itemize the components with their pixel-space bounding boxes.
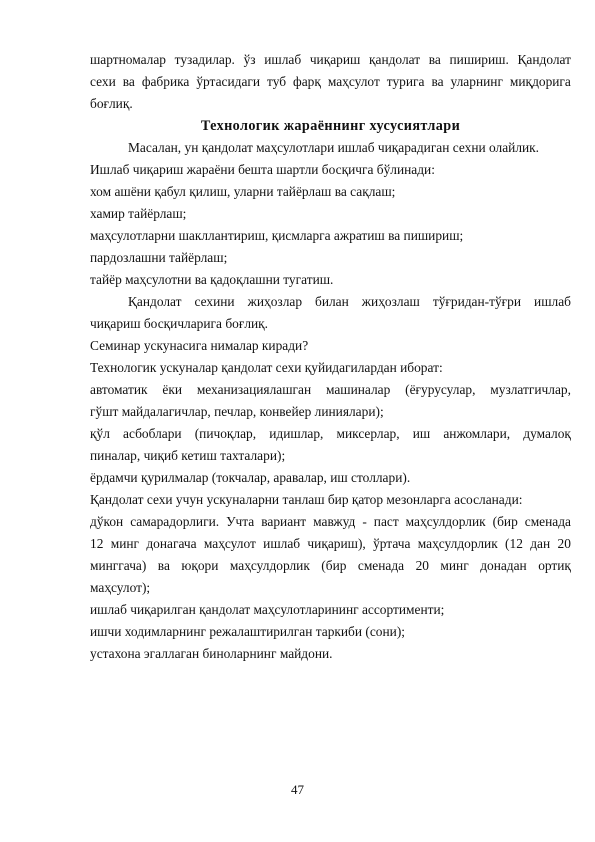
word: механизациялашган — [196, 382, 312, 397]
word: ўртача — [373, 536, 411, 551]
word: ишлаб — [264, 52, 302, 67]
word: минг — [110, 536, 140, 551]
word: 20 — [557, 536, 571, 551]
word: пишириш. — [449, 52, 509, 67]
word: сехи — [90, 74, 116, 89]
word: чиқариш — [309, 52, 361, 67]
word: сехини — [194, 294, 235, 309]
word: Қандолат — [128, 294, 182, 309]
word: ишлаб — [534, 294, 571, 309]
word: сменада — [524, 514, 571, 529]
word: қандолат — [369, 52, 421, 67]
word: тузадилар. — [174, 52, 235, 67]
text-line: ёрдамчи қурилмалар (токчалар, аравалар, иш столлари). — [90, 470, 411, 485]
text-line: пардозлашни тайёрлаш; — [90, 250, 228, 265]
word: машиналар — [325, 382, 391, 397]
word: вариант — [261, 514, 307, 529]
word: чиқариш), — [307, 536, 366, 551]
word: (12 — [505, 536, 523, 551]
word: фабрика — [141, 74, 190, 89]
word: маҳсулдорлик — [417, 536, 498, 551]
word: донадан — [480, 558, 527, 573]
word: 12 — [90, 536, 104, 551]
word: минггача) — [90, 558, 147, 573]
text-line: чиқариш босқичларига боғлиқ. — [90, 316, 269, 331]
word: думалоқ — [523, 426, 571, 441]
text-line: ишлаб чиқарилган қандолат маҳсулотларининг ассортименти; — [90, 602, 445, 617]
word: самарадорлиги. — [130, 514, 220, 529]
text-line: гўшт майдалагичлар, печлар, конвейер линиялари); — [90, 404, 384, 419]
text-line: устахона эгаллаган биноларнинг майдони. — [90, 646, 333, 661]
page-body-text — [90, 49, 571, 665]
word: идишлар, — [269, 426, 324, 441]
word: дан — [530, 536, 551, 551]
page-number: 47 — [291, 782, 304, 797]
text-line — [90, 555, 571, 577]
text-line: Ишлаб чиқариш жараёни бешта шартли босқичга бўлинади: — [90, 162, 435, 177]
text-line — [90, 533, 571, 555]
text-line — [90, 511, 571, 533]
word: ишлаб — [263, 536, 301, 551]
text-line — [90, 423, 571, 445]
word: маҳсулот — [203, 536, 256, 551]
word: ўртасидаги — [196, 74, 261, 89]
text-line: хом ашёни қабул қилиш, уларни тайёрлаш ва сақлаш; — [90, 184, 396, 199]
text-line: пиналар, чиқиб кетиш тахталари); — [90, 448, 286, 463]
word: жиҳозлаш — [361, 294, 420, 309]
word: сменада — [357, 558, 405, 573]
text-line — [90, 291, 571, 313]
text-line — [90, 71, 571, 93]
text-line — [90, 49, 571, 71]
word: ва — [122, 74, 135, 89]
paragraph-start-line: Масалан, ун қандолат маҳсулотлари ишлаб чиқарадиган сехни олайлик. — [128, 140, 540, 155]
word: Учта — [226, 514, 255, 529]
text-line: ишчи ходимларнинг режалаштирилган таркиби (сони); — [90, 624, 405, 639]
word: дўкон — [90, 514, 124, 529]
word: тўғридан-тўғри — [432, 294, 522, 309]
word: музлатгичлар, — [490, 382, 571, 397]
word: билан — [315, 294, 349, 309]
section-heading: Технологик жараённинг хусусиятлари — [200, 118, 461, 134]
word: анжомлари, — [443, 426, 511, 441]
word: миқдорига — [509, 74, 571, 89]
word: фарқ — [293, 74, 321, 89]
word: маҳсулдорлик — [405, 514, 486, 529]
word: (бир — [321, 558, 347, 573]
text-line: Технологик ускуналар қандолат сехи қуйидагилардан иборат: — [90, 360, 443, 375]
word: турига — [386, 74, 425, 89]
word: миксерлар, — [336, 426, 400, 441]
word: ва — [157, 558, 170, 573]
word: уларнинг — [450, 74, 503, 89]
text-line: маҳсулотларни шакллантириш, қисмларга ажратиш ва пишириш; — [90, 228, 464, 243]
word: минг — [440, 558, 469, 573]
word: ортиқ — [538, 558, 571, 573]
word: шартномалар — [90, 52, 166, 67]
text-line: боғлиқ. — [90, 96, 133, 111]
word: иш — [412, 426, 431, 441]
word: - — [362, 514, 367, 529]
word: мавжуд — [313, 514, 356, 529]
text-line: Семинар ускунасига нималар киради? — [90, 338, 309, 353]
word: (ёғурусулар, — [405, 382, 476, 397]
word: ва — [431, 74, 444, 89]
text-line: тайёр маҳсулотни ва қадоқлашни тугатиш. — [90, 272, 334, 287]
word: қўл — [90, 426, 110, 441]
word: ва — [428, 52, 441, 67]
text-line: Қандолат сехи учун ускуналарни танлаш бир қатор мезонларга асосланади: — [90, 492, 523, 507]
text-line: маҳсулот); — [90, 580, 151, 595]
word: автоматик — [90, 382, 148, 397]
word: жиҳозлар — [247, 294, 303, 309]
text-line — [90, 379, 571, 401]
word: донагача — [146, 536, 197, 551]
text-line: хамир тайёрлаш; — [90, 206, 187, 221]
word: маҳсулдорлик — [229, 558, 310, 573]
word: маҳсулот — [327, 74, 380, 89]
word: Қандолат — [517, 52, 571, 67]
word: туб — [267, 74, 287, 89]
word: асбоблари — [123, 426, 182, 441]
word: паст — [373, 514, 399, 529]
word: ўз — [243, 52, 256, 67]
word: ёки — [162, 382, 182, 397]
word: 20 — [415, 558, 429, 573]
word: (бир — [492, 514, 518, 529]
word: (пичоқлар, — [194, 426, 257, 441]
word: юқори — [181, 558, 219, 573]
